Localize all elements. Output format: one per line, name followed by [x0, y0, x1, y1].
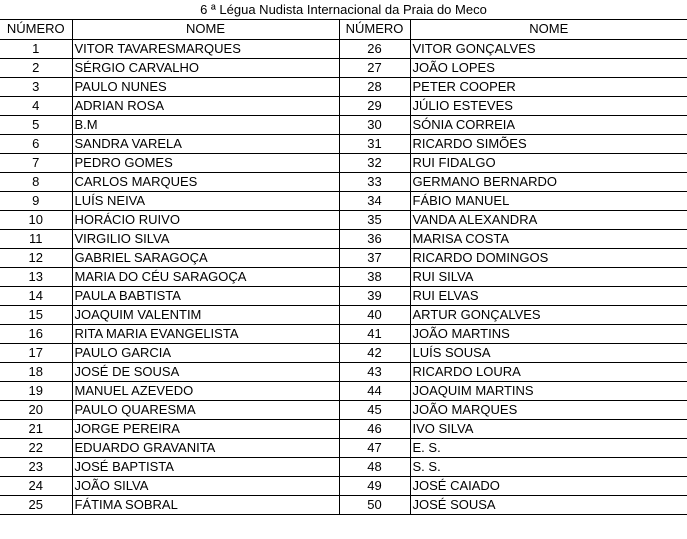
- table-row: [0, 58, 687, 77]
- table-row: [0, 96, 687, 115]
- participant-name: JOÃO MARQUES: [410, 400, 687, 419]
- participant-number: 3: [0, 77, 72, 96]
- participant-name: JOSÉ CAIADO: [410, 476, 687, 495]
- participant-name: LUÍS NEIVA: [72, 191, 339, 210]
- participant-name: FÁBIO MANUEL: [410, 191, 687, 210]
- header-number-left: NÚMERO: [0, 20, 72, 39]
- participant-name: MARISA COSTA: [410, 229, 687, 248]
- participant-name: VITOR GONÇALVES: [410, 39, 687, 58]
- participant-number: 45: [339, 400, 410, 419]
- participant-number: 20: [0, 400, 72, 419]
- participant-name: FÁTIMA SOBRAL: [72, 495, 339, 514]
- table-row: [0, 381, 687, 400]
- participant-name: HORÁCIO RUIVO: [72, 210, 339, 229]
- table-row: [0, 400, 687, 419]
- participant-number: 7: [0, 153, 72, 172]
- table-row: [0, 39, 687, 58]
- table-row: [0, 77, 687, 96]
- participant-name: JÚLIO ESTEVES: [410, 96, 687, 115]
- participant-name: JOSÉ SOUSA: [410, 495, 687, 514]
- participant-number: 37: [339, 248, 410, 267]
- participant-name: SÓNIA CORREIA: [410, 115, 687, 134]
- table-row: [0, 267, 687, 286]
- table-row: [0, 134, 687, 153]
- participant-number: 19: [0, 381, 72, 400]
- participant-number: 31: [339, 134, 410, 153]
- participant-name: E. S.: [410, 438, 687, 457]
- table-row: [0, 248, 687, 267]
- header-name-right: NOME: [410, 20, 687, 39]
- participant-name: IVO SILVA: [410, 419, 687, 438]
- participant-number: 27: [339, 58, 410, 77]
- participant-number: 4: [0, 96, 72, 115]
- participant-name: PAULA BABTISTA: [72, 286, 339, 305]
- participant-number: 9: [0, 191, 72, 210]
- participant-name: EDUARDO GRAVANITA: [72, 438, 339, 457]
- participant-number: 43: [339, 362, 410, 381]
- participant-name: JOÃO LOPES: [410, 58, 687, 77]
- participant-number: 48: [339, 457, 410, 476]
- participant-number: 15: [0, 305, 72, 324]
- participant-name: RITA MARIA EVANGELISTA: [72, 324, 339, 343]
- participant-number: 38: [339, 267, 410, 286]
- table-row: [0, 457, 687, 476]
- participant-name: JOSÉ DE SOUSA: [72, 362, 339, 381]
- participants-table: [0, 20, 687, 515]
- participant-number: 2: [0, 58, 72, 77]
- participant-name: B.M: [72, 115, 339, 134]
- participant-number: 40: [339, 305, 410, 324]
- participant-name: SÉRGIO CARVALHO: [72, 58, 339, 77]
- participant-number: 34: [339, 191, 410, 210]
- header-number-right: NÚMERO: [339, 20, 410, 39]
- table-row: [0, 343, 687, 362]
- sheet-title: 6 ª Légua Nudista Internacional da Praia do Meco: [0, 0, 687, 20]
- participant-name: SANDRA VARELA: [72, 134, 339, 153]
- header-row: [0, 20, 687, 39]
- participant-number: 25: [0, 495, 72, 514]
- participant-number: 44: [339, 381, 410, 400]
- participant-number: 17: [0, 343, 72, 362]
- table-row: [0, 191, 687, 210]
- table-row: [0, 153, 687, 172]
- participant-number: 41: [339, 324, 410, 343]
- participant-name: JORGE PEREIRA: [72, 419, 339, 438]
- table-row: [0, 324, 687, 343]
- participant-name: ADRIAN ROSA: [72, 96, 339, 115]
- participant-number: 13: [0, 267, 72, 286]
- participant-number: 42: [339, 343, 410, 362]
- participant-number: 39: [339, 286, 410, 305]
- participant-number: 22: [0, 438, 72, 457]
- participant-number: 23: [0, 457, 72, 476]
- participant-number: 12: [0, 248, 72, 267]
- participant-number: 26: [339, 39, 410, 58]
- participant-number: 28: [339, 77, 410, 96]
- participant-name: PETER COOPER: [410, 77, 687, 96]
- participant-number: 14: [0, 286, 72, 305]
- table-row: [0, 305, 687, 324]
- participant-name: GABRIEL SARAGOÇA: [72, 248, 339, 267]
- table-row: [0, 115, 687, 134]
- participant-number: 6: [0, 134, 72, 153]
- participant-number: 5: [0, 115, 72, 134]
- participant-name: GERMANO BERNARDO: [410, 172, 687, 191]
- participant-name: RICARDO SIMÕES: [410, 134, 687, 153]
- participant-number: 33: [339, 172, 410, 191]
- table-row: [0, 286, 687, 305]
- participant-name: PEDRO GOMES: [72, 153, 339, 172]
- participant-name: PAULO GARCIA: [72, 343, 339, 362]
- table-row: [0, 229, 687, 248]
- participant-name: JOÃO MARTINS: [410, 324, 687, 343]
- participant-name: RICARDO DOMINGOS: [410, 248, 687, 267]
- participant-name: JOSÉ BAPTISTA: [72, 457, 339, 476]
- participant-number: 35: [339, 210, 410, 229]
- table-row: [0, 362, 687, 381]
- participant-name: RUI SILVA: [410, 267, 687, 286]
- participant-number: 8: [0, 172, 72, 191]
- participant-number: 49: [339, 476, 410, 495]
- participant-number: 11: [0, 229, 72, 248]
- participant-name: PAULO QUARESMA: [72, 400, 339, 419]
- participant-name: VIRGILIO SILVA: [72, 229, 339, 248]
- table-row: [0, 476, 687, 495]
- participant-number: 10: [0, 210, 72, 229]
- participant-number: 21: [0, 419, 72, 438]
- table-row: [0, 495, 687, 514]
- participant-number: 36: [339, 229, 410, 248]
- table-row: [0, 419, 687, 438]
- table-body: [0, 39, 687, 514]
- participant-number: 30: [339, 115, 410, 134]
- participant-name: RUI ELVAS: [410, 286, 687, 305]
- participant-name: JOÃO SILVA: [72, 476, 339, 495]
- participant-name: VITOR TAVARESMARQUES: [72, 39, 339, 58]
- participant-number: 50: [339, 495, 410, 514]
- participant-name: ARTUR GONÇALVES: [410, 305, 687, 324]
- participant-number: 18: [0, 362, 72, 381]
- participant-name: CARLOS MARQUES: [72, 172, 339, 191]
- participant-number: 47: [339, 438, 410, 457]
- participant-number: 46: [339, 419, 410, 438]
- table-row: [0, 172, 687, 191]
- header-name-left: NOME: [72, 20, 339, 39]
- table-row: [0, 210, 687, 229]
- participant-name: RUI FIDALGO: [410, 153, 687, 172]
- participant-name: JOAQUIM MARTINS: [410, 381, 687, 400]
- participant-name: VANDA ALEXANDRA: [410, 210, 687, 229]
- participant-name: MANUEL AZEVEDO: [72, 381, 339, 400]
- participant-number: 24: [0, 476, 72, 495]
- participant-number: 16: [0, 324, 72, 343]
- participant-name: RICARDO LOURA: [410, 362, 687, 381]
- participant-name: MARIA DO CÉU SARAGOÇA: [72, 267, 339, 286]
- participant-number: 29: [339, 96, 410, 115]
- participant-number: 1: [0, 39, 72, 58]
- participant-name: PAULO NUNES: [72, 77, 339, 96]
- table-row: [0, 438, 687, 457]
- participant-number: 32: [339, 153, 410, 172]
- participant-name: LUÍS SOUSA: [410, 343, 687, 362]
- participant-name: JOAQUIM VALENTIM: [72, 305, 339, 324]
- participant-name: S. S.: [410, 457, 687, 476]
